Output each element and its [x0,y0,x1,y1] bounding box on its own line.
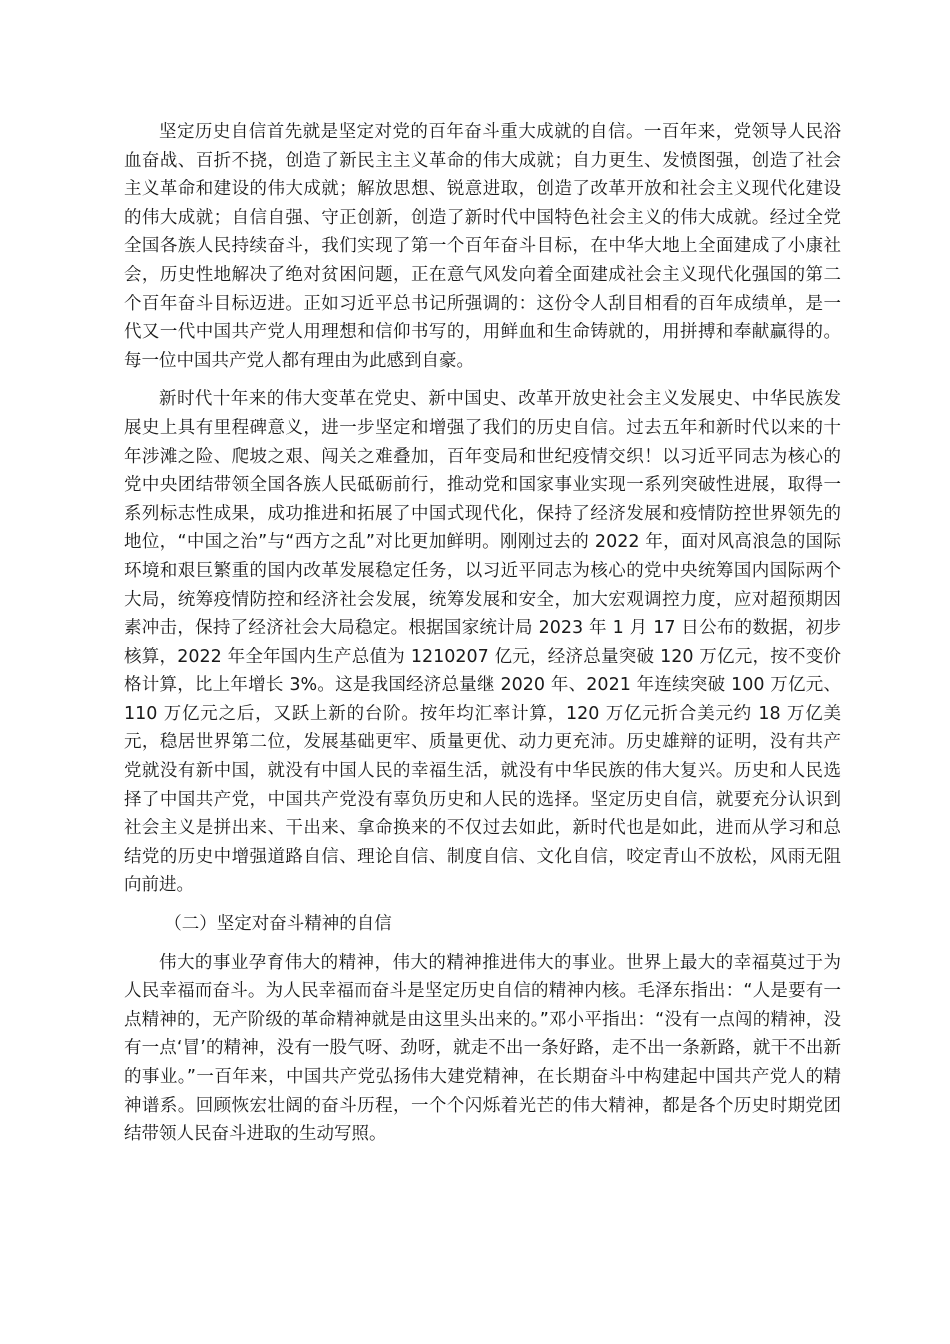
document-page [124,118,841,1159]
paragraph-fighting-spirit: 伟大的事业孕育伟大的精神，伟大的精神推进伟大的事业。世界上最大的幸福莫过于为人民幸福而奋斗。为人民幸福而奋斗是坚定历史自信的精神内核。毛泽东指出：“人是要有一点精神的，无产阶级的革命精神就是由这里头出来的。”邓小平指出：“没有一点闯的精神，没有一点‘冒’的精神，没有一股气呀、劲呀，就走不出一条好路，走不出一条新路，就干不出新的事业。”一百年来，中国共产党弘扬伟大建党精神，在长期奋斗中构建起中国共产党人的精神谱系。回顾恢宏壮阔的奋斗历程，一个个闪烁着光芒的伟大精神，都是各个历史时期党团结带领人民奋斗进取的生动写照。 [124,952,841,1145]
section-heading: （二）坚定对奋斗精神的自信 [164,914,392,935]
paragraph-confidence-in-achievements: 坚定历史自信首先就是坚定对党的百年奋斗重大成就的自信。一百年来，党领导人民浴血奋战、百折不挠，创造了新民主主义革命的伟大成就；自力更生、发愤图强，创造了社会主义革命和建设的伟大成就；解放思想、锐意进取，创造了改革开放和社会主义现代化建设的伟大成就；自信自强、守正创新，创造了新时代中国特色社会主义的伟大成就。经过全党全国各族人民持续奋斗，我们实现了第一个百年奋斗目标，在中华大地上全面建成了小康社会，历史性地解决了绝对贫困问题，正在意气风发向着全面建成社会主义现代化强国的第二个百年奋斗目标迈进。正如习近平总书记所强调的：这份令人刮目相看的百年成绩单，是一代又一代中国共产党人用理想和信仰书写的，用鲜血和生命铸就的，用拼搏和奉献赢得的。每一位中国共产党人都有理由为此感到自豪。 [124,122,841,371]
paragraph-new-era-transformation: 新时代十年来的伟大变革在党史、新中国史、改革开放史社会主义发展史、中华民族发展史上具有里程碑意义，进一步坚定和增强了我们的历史自信。过去五年和新时代以来的十年涉滩之险、爬坡之艰、闯关之难叠加，百年变局和世纪疫情交织！以习近平同志为核心的党中央团结带领全国各族人民砥砺前行，推动党和国家事业实现一系列突破性进展，取得一系列标志性成果，成功推进和拓展了中国式现代化，保持了经济发展和疫情防控世界领先的地位，“中国之治”与“西方之乱”对比更加鲜明。刚刚过去的 2022 年，面对风高浪急的国际环境和艰巨繁重的国内改革发展稳定任务，以习近平同志为核心的党中央统筹国内国际两个大局，统筹疫情防控和经济社会发展，统筹发展和安全，加大宏观调控力度，应对超预期因素冲击，保持了经济社会大局稳定。根据国家统计局 2023 年 1 月 17 日公布的数据，初步核算，2022 年全年国内生产总值为 1210207 亿元，经济总量突破 120 万亿元，按不变价格计算，比上年增长 3%。这是我国经济总量继 2020 年、2021 年连续突破 100 万亿元、110 万亿元之后，又跃上新的台阶。按年均汇率计算，120 万亿元折合美元约 18 万亿美元，稳居世界第二位，发展基础更牢、质量更优、动力更充沛。历史雄辩的证明，没有共产党就没有新中国，就没有中国人民的幸福生活，就没有中华民族的伟大复兴。历史和人民选择了中国共产党，中国共产党没有辜负历史和人民的选择。坚定历史自信，就要充分认识到社会主义是拼出来、干出来、拿命换来的不仅过去如此，新时代也是如此，进而从学习和总结党的历史中增强道路自信、理论自信、制度自信、文化自信，咬定青山不放松，风雨无阻向前进。 [124,389,841,896]
